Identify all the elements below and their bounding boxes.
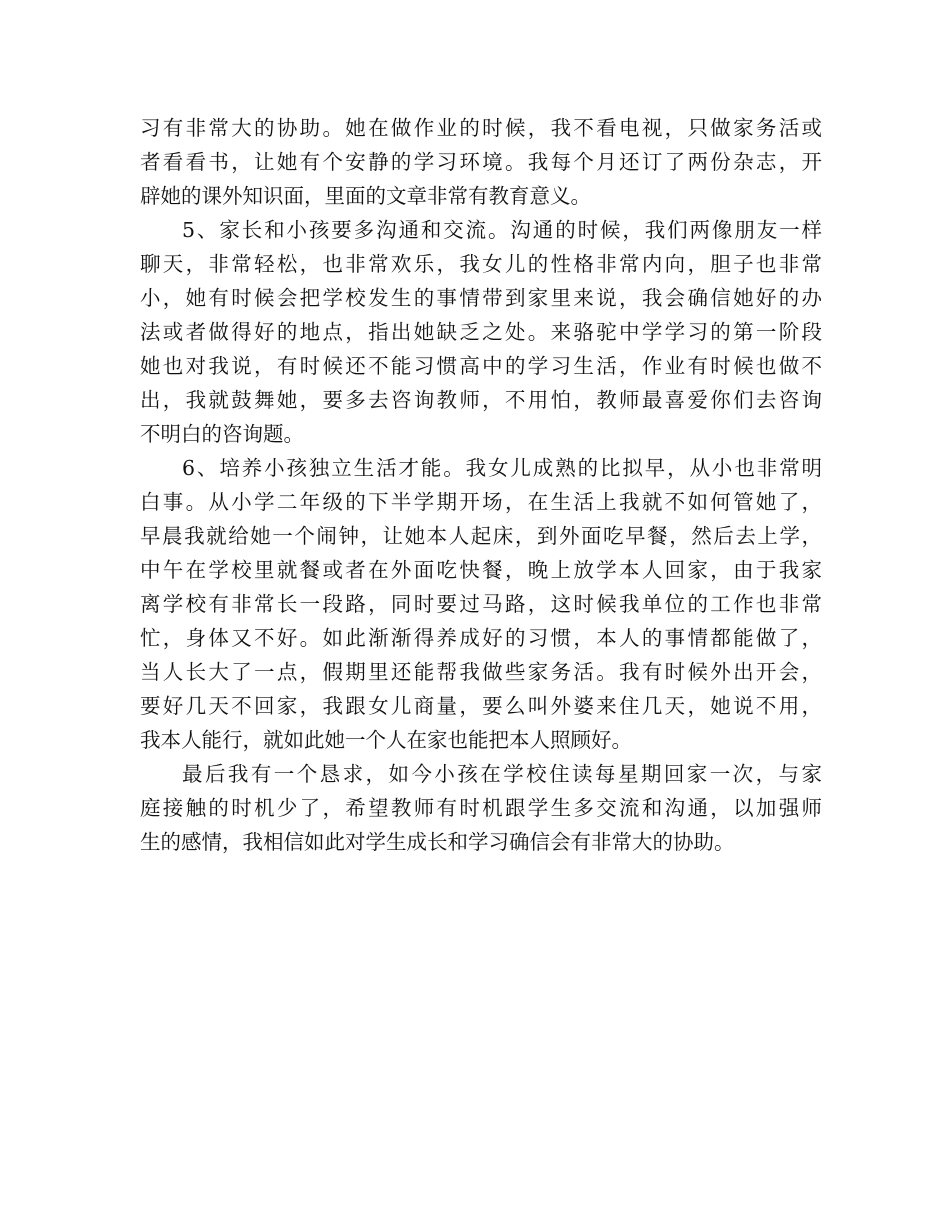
text-line: 忙，身体又不好。如此渐渐得养成好的习惯，本人的事情都能做了， (140, 626, 822, 650)
document-body (140, 111, 822, 859)
text-line: 最后我有一个恳求，如今小孩在学校住读每星期回家一次，与家 (182, 762, 822, 786)
text-line: 白事。从小学二年级的下半学期开场，在生活上我就不如何管她了， (140, 490, 822, 514)
text-line: 她也对我说，有时候还不能习惯高中的学习生活，作业有时候也做不 (140, 354, 822, 378)
text-line: 不明白的咨询题。 (140, 422, 304, 446)
text-line: 法或者做得好的地点，指出她缺乏之处。来骆驼中学学习的第一阶段 (140, 320, 822, 344)
text-line: 者看看书，让她有个安静的学习环境。我每个月还订了两份杂志，开 (140, 150, 822, 174)
text-line: 要好几天不回家，我跟女儿商量，要么叫外婆来住几天，她说不用， (140, 694, 822, 718)
text-line: 聊天，非常轻松，也非常欢乐，我女儿的性格非常内向，胆子也非常 (140, 252, 822, 276)
text-line: 当人长大了一点，假期里还能帮我做些家务活。我有时候外出开会， (140, 660, 822, 684)
text-line: 辟她的课外知识面，里面的文章非常有教育意义。 (140, 184, 591, 208)
text-line: 生的感情，我相信如此对学生成长和学习确信会有非常大的协助。 (140, 830, 735, 854)
text-line: 小，她有时候会把学校发生的事情带到家里来说，我会确信她好的办 (140, 286, 822, 310)
text-line: 庭接触的时机少了，希望教师有时机跟学生多交流和沟通，以加强师 (140, 796, 822, 820)
text-line: 早晨我就给她一个闹钟，让她本人起床，到外面吃早餐，然后去上学， (140, 524, 822, 548)
text-line: 出，我就鼓舞她，要多去咨询教师，不用怕，教师最喜爱你们去咨询 (140, 388, 822, 412)
text-line: 我本人能行，就如此她一个人在家也能把本人照顾好。 (140, 728, 632, 752)
text-line: 习有非常大的协助。她在做作业的时候，我不看电视，只做家务活或 (140, 116, 822, 140)
text-line: 中午在学校里就餐或者在外面吃快餐，晚上放学本人回家，由于我家 (140, 558, 822, 582)
paragraph (140, 757, 822, 859)
paragraph (140, 111, 822, 213)
text-line: 离学校有非常长一段路，同时要过马路，这时候我单位的工作也非常 (140, 592, 822, 616)
paragraph (140, 213, 822, 451)
paragraph (140, 451, 822, 757)
text-line: 6、培养小孩独立生活才能。我女儿成熟的比拟早，从小也非常明 (182, 456, 822, 480)
text-line: 5、家长和小孩要多沟通和交流。沟通的时候，我们两像朋友一样 (182, 218, 822, 242)
